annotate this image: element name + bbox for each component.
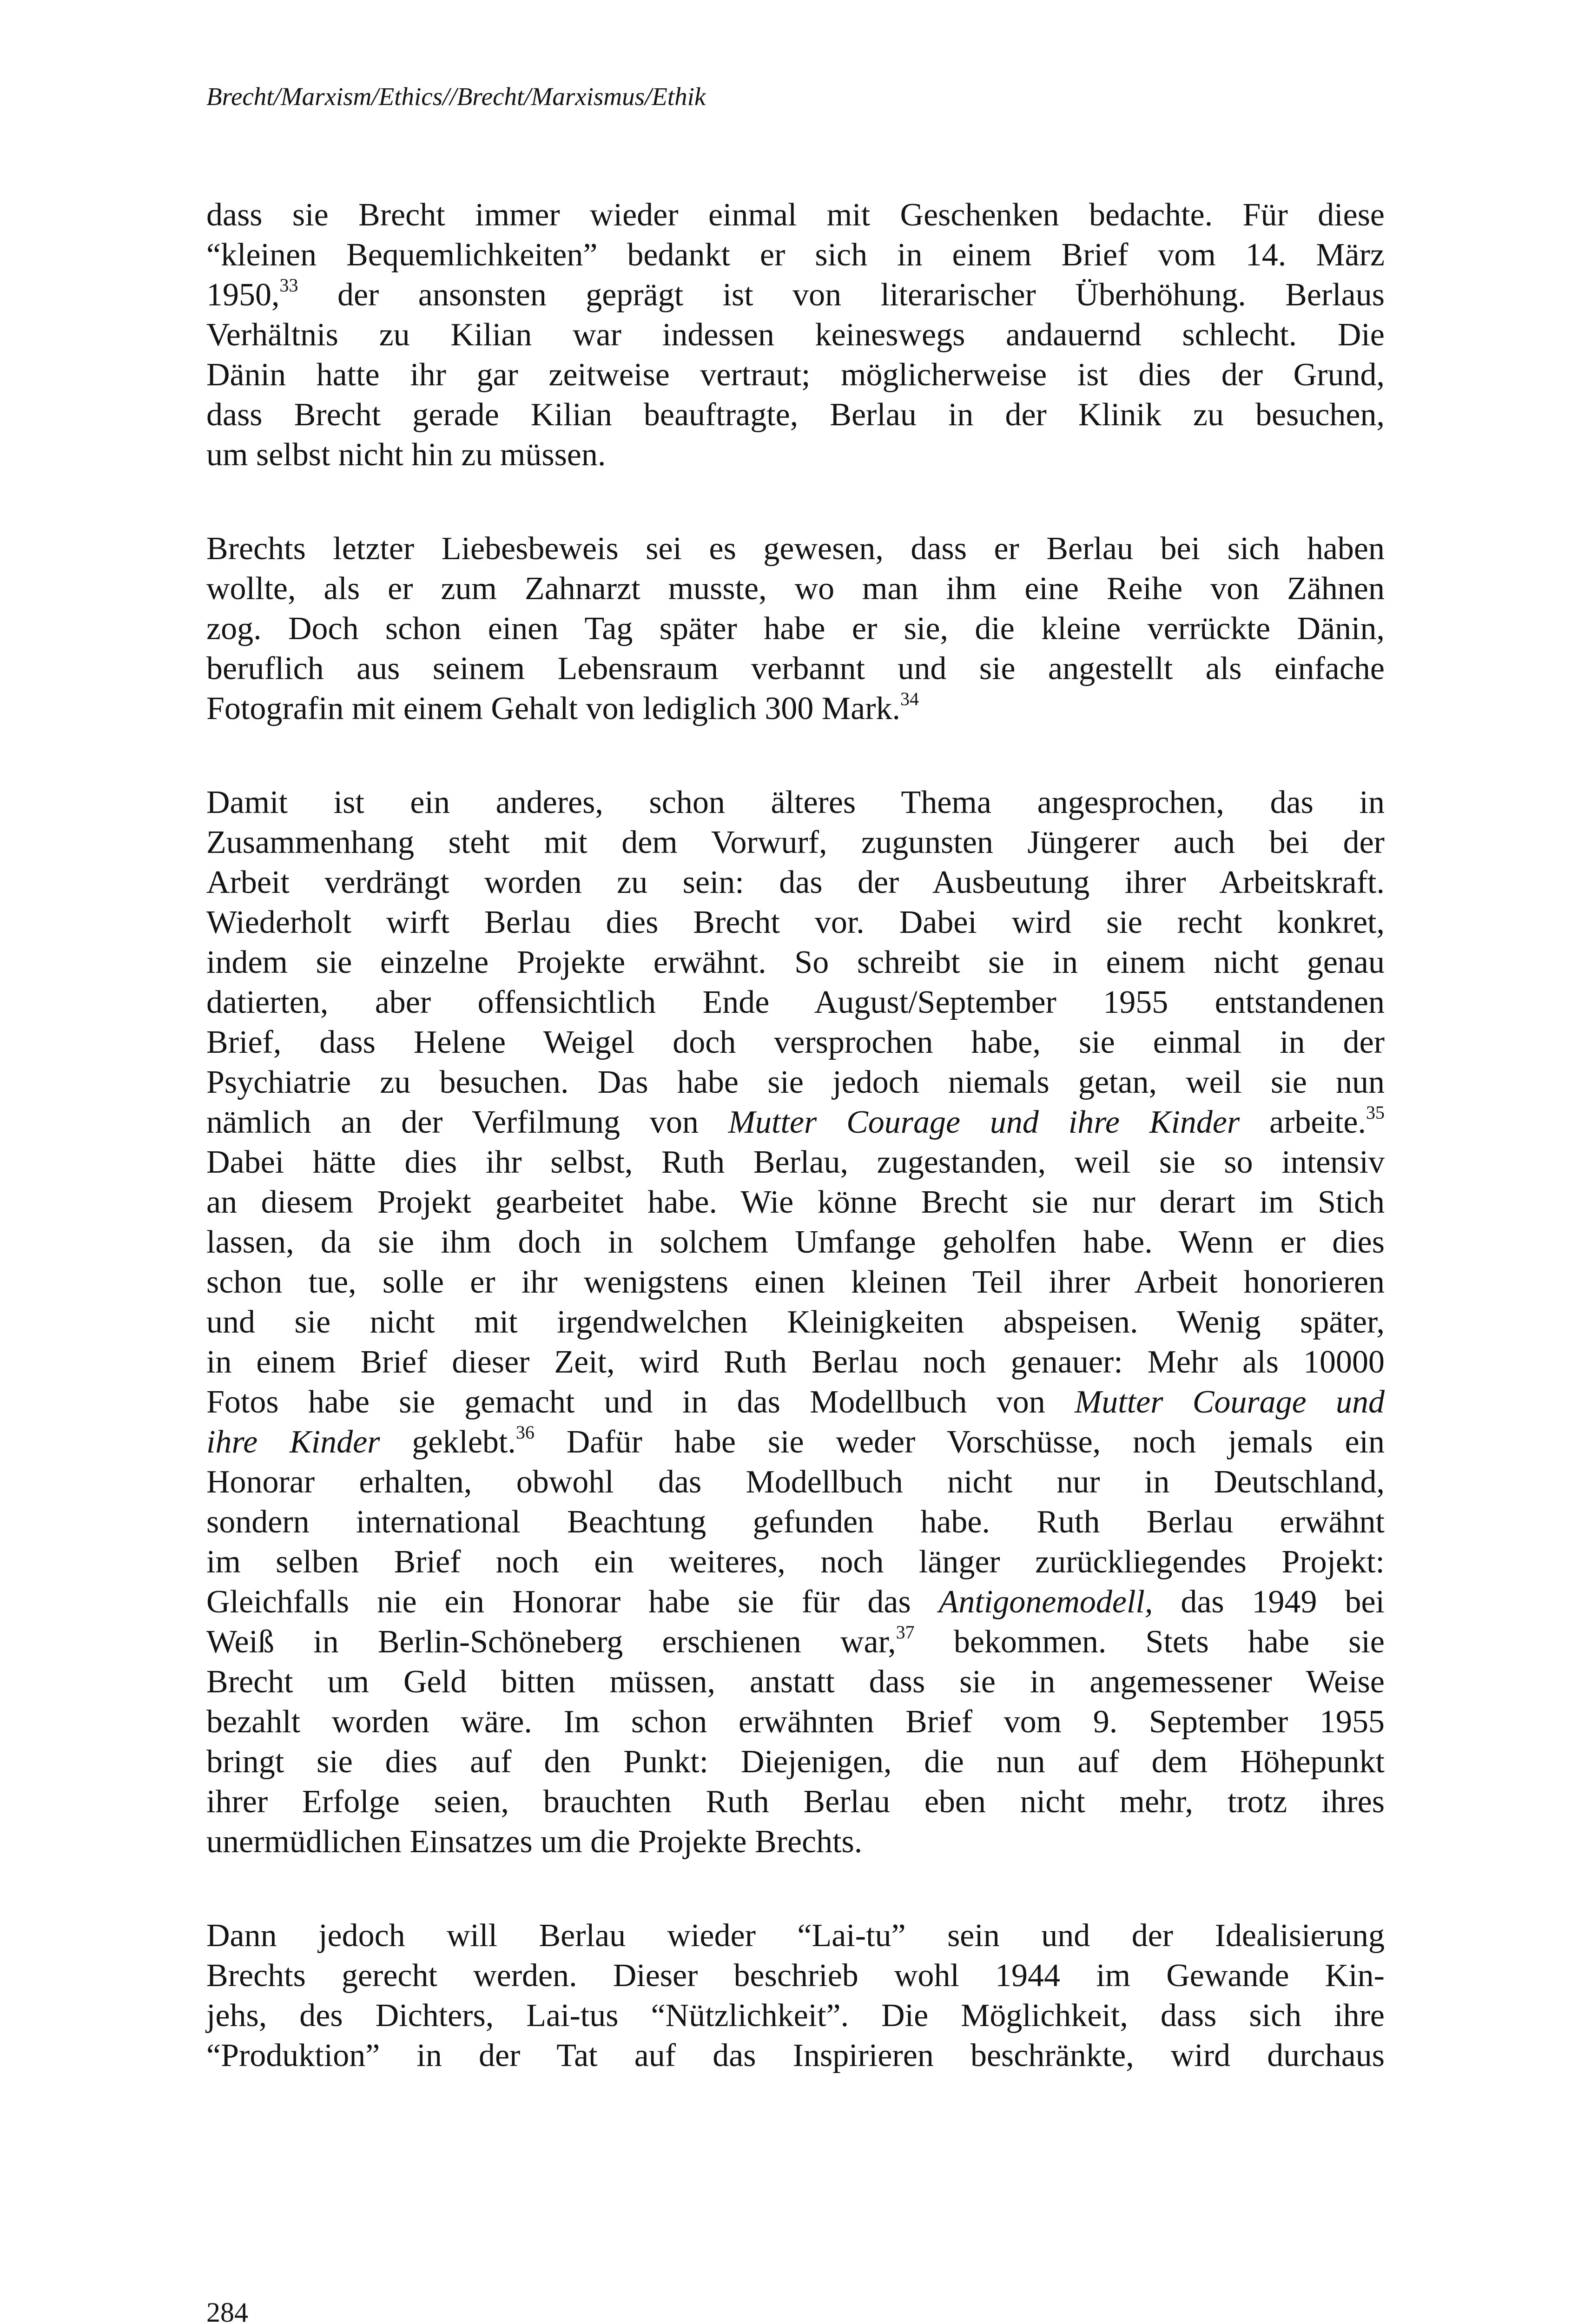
text-line — [206, 1302, 1385, 1342]
footnote-ref: 35 — [1366, 1102, 1385, 1123]
footnote-ref: 33 — [279, 275, 298, 296]
text-segment: Brecht um Geld bitten müssen, anstatt dass sie in angemessener Weise — [206, 1664, 1385, 1700]
text-line — [206, 1103, 1385, 1142]
text-line — [206, 435, 1385, 475]
text-line — [206, 1542, 1385, 1582]
italic-title: Mutter Courage und — [1074, 1384, 1385, 1420]
text-line — [206, 783, 1385, 823]
text-segment: Arbeit verdrängt worden zu sein: das der Ausbeutung ihrer Arbeitskraft. — [206, 865, 1385, 900]
text-segment: Dafür habe sie weder Vorschüsse, noch jemals ein — [534, 1424, 1385, 1460]
text-segment: um selbst nicht hin zu müssen. — [206, 437, 606, 473]
text-segment: dass Brecht gerade Kilian beauftragte, Berlau in der Klinik zu besuchen, — [206, 397, 1385, 433]
text-line — [206, 903, 1385, 943]
text-line — [206, 1023, 1385, 1063]
text-segment: bringt sie dies auf den Punkt: Diejenigen, die nun auf dem Höhepunkt — [206, 1744, 1385, 1780]
text-segment: geklebt. — [380, 1424, 516, 1460]
text-segment: arbeite. — [1240, 1104, 1366, 1140]
text-segment: Zusammenhang steht mit dem Vorwurf, zugunsten Jüngerer auch bei der — [206, 825, 1385, 860]
italic-title: Antigonemodell, — [938, 1584, 1153, 1620]
text-line — [206, 943, 1385, 983]
footnote-ref: 36 — [515, 1422, 535, 1443]
italic-title: Mutter Courage und ihre Kinder — [728, 1104, 1240, 1140]
text-line — [206, 1422, 1385, 1462]
text-segment: bezahlt worden wäre. Im schon erwähnten Brief vom 9. September 1955 — [206, 1704, 1385, 1740]
text-segment: datierten, aber offensichtlich Ende August/September 1955 entstandenen — [206, 984, 1385, 1020]
text-segment: unermüdlichen Einsatzes um die Projekte Brechts. — [206, 1824, 863, 1860]
text-segment: Brechts letzter Liebesbeweis sei es gewesen, dass er Berlau bei sich haben — [206, 531, 1385, 567]
text-line — [206, 275, 1385, 315]
text-line — [206, 1822, 1385, 1862]
text-line — [206, 649, 1385, 689]
text-segment: Verhältnis zu Kilian war indessen keineswegs andauernd schlecht. Die — [206, 317, 1385, 353]
text-line — [206, 1916, 1385, 1956]
text-segment: Fotos habe sie gemacht und in das Modellbuch von — [206, 1384, 1075, 1420]
text-line — [206, 1462, 1385, 1502]
text-segment: jehs, des Dichters, Lai-tus “Nützlichkeit”. Die Möglichkeit, dass sich ihre — [206, 1998, 1385, 2034]
text-segment: indem sie einzelne Projekte erwähnt. So schreibt sie in einem nicht genau — [206, 944, 1385, 980]
text-segment: bekommen. Stets habe sie — [914, 1624, 1385, 1660]
text-segment: Wiederholt wirft Berlau dies Brecht vor. Dabei wird sie recht konkret, — [206, 905, 1385, 940]
paragraph — [206, 1916, 1385, 2076]
text-line — [206, 1142, 1385, 1182]
text-line — [206, 1262, 1385, 1302]
text-segment: “kleinen Bequemlichkeiten” bedankt er sich in einem Brief vom 14. März — [206, 237, 1385, 273]
text-line — [206, 315, 1385, 355]
text-segment: Dänin hatte ihr gar zeitweise vertraut; möglicherweise ist dies der Grund, — [206, 357, 1385, 393]
footnote-ref: 34 — [900, 688, 919, 709]
text-segment: 1950, — [206, 277, 280, 313]
paragraph — [206, 195, 1385, 475]
text-segment: Dabei hätte dies ihr selbst, Ruth Berlau, zugestanden, weil sie so intensiv — [206, 1144, 1385, 1180]
text-segment: im selben Brief noch ein weiteres, noch länger zurückliegendes Projekt: — [206, 1544, 1385, 1580]
footnote-ref: 37 — [896, 1622, 915, 1643]
text-line — [206, 1063, 1385, 1103]
text-segment: zog. Doch schon einen Tag später habe er sie, die kleine verrückte Dänin, — [206, 611, 1385, 647]
text-line — [206, 1782, 1385, 1822]
text-line — [206, 983, 1385, 1023]
text-segment: schon tue, solle er ihr wenigstens einen kleinen Teil ihrer Arbeit honorieren — [206, 1264, 1385, 1300]
text-segment: Fotografin mit einem Gehalt von lediglich 300 Mark. — [206, 691, 901, 726]
text-segment: ihrer Erfolge seien, brauchten Ruth Berlau eben nicht mehr, trotz ihres — [206, 1784, 1385, 1820]
text-line — [206, 1222, 1385, 1262]
text-segment: Weiß in Berlin-Schöneberg erschienen war, — [206, 1624, 896, 1660]
text-line — [206, 1582, 1385, 1622]
text-line — [206, 609, 1385, 649]
page-number: 284 — [206, 2297, 248, 2324]
text-line — [206, 1662, 1385, 1702]
text-segment: dass sie Brecht immer wieder einmal mit Geschenken bedachte. Für diese — [206, 197, 1385, 233]
text-line — [206, 1382, 1385, 1422]
text-line — [206, 569, 1385, 609]
paragraph — [206, 529, 1385, 729]
text-line — [206, 529, 1385, 569]
text-segment: wollte, als er zum Zahnarzt musste, wo man ihm eine Reihe von Zähnen — [206, 571, 1385, 607]
text-segment: sondern international Beachtung gefunden habe. Ruth Berlau erwähnt — [206, 1504, 1385, 1540]
text-segment: in einem Brief dieser Zeit, wird Ruth Berlau noch genauer: Mehr als 10000 — [206, 1344, 1385, 1380]
text-line — [206, 1956, 1385, 1996]
text-line — [206, 235, 1385, 275]
text-line — [206, 1502, 1385, 1542]
italic-title: ihre Kinder — [206, 1424, 380, 1460]
text-line — [206, 195, 1385, 235]
text-line — [206, 1996, 1385, 2036]
text-segment: Gleichfalls nie ein Honorar habe sie für das — [206, 1584, 939, 1620]
text-line — [206, 1622, 1385, 1662]
text-segment: “Produktion” in der Tat auf das Inspirieren beschränkte, wird durchaus — [206, 2038, 1385, 2073]
text-segment: lassen, da sie ihm doch in solchem Umfange geholfen habe. Wenn er dies — [206, 1224, 1385, 1260]
text-line — [206, 2036, 1385, 2076]
text-line — [206, 863, 1385, 903]
text-segment: an diesem Projekt gearbeitet habe. Wie könne Brecht sie nur derart im Stich — [206, 1184, 1385, 1220]
text-line — [206, 689, 1385, 729]
text-segment: Honorar erhalten, obwohl das Modellbuch nicht nur in Deutschland, — [206, 1464, 1385, 1500]
body-text — [206, 195, 1385, 2130]
text-segment: Dann jedoch will Berlau wieder “Lai-tu” sein und der Idealisierung — [206, 1918, 1385, 1954]
text-segment: das 1949 bei — [1153, 1584, 1385, 1620]
text-segment: nämlich an der Verfilmung von — [206, 1104, 728, 1140]
text-line — [206, 1702, 1385, 1742]
text-segment: beruflich aus seinem Lebensraum verbannt und sie angestellt als einfache — [206, 651, 1385, 687]
text-segment: und sie nicht mit irgendwelchen Kleinigkeiten abspeisen. Wenig später, — [206, 1304, 1385, 1340]
text-segment: Brechts gerecht werden. Dieser beschrieb wohl 1944 im Gewande Kin- — [206, 1958, 1385, 1994]
text-segment: Brief, dass Helene Weigel doch versprochen habe, sie einmal in der — [206, 1024, 1385, 1060]
text-line — [206, 395, 1385, 435]
text-line — [206, 823, 1385, 863]
running-head: Brecht/Marxism/Ethics//Brecht/Marxismus/Ethik — [206, 82, 706, 111]
text-segment: der ansonsten geprägt ist von literarischer Überhöhung. Berlaus — [298, 277, 1385, 313]
paragraph — [206, 783, 1385, 1862]
text-line — [206, 1742, 1385, 1782]
text-segment: Damit ist ein anderes, schon älteres Thema angesprochen, das in — [206, 785, 1385, 820]
text-line — [206, 355, 1385, 395]
text-line — [206, 1342, 1385, 1382]
text-line — [206, 1182, 1385, 1222]
text-segment: Psychiatrie zu besuchen. Das habe sie jedoch niemals getan, weil sie nun — [206, 1064, 1385, 1100]
